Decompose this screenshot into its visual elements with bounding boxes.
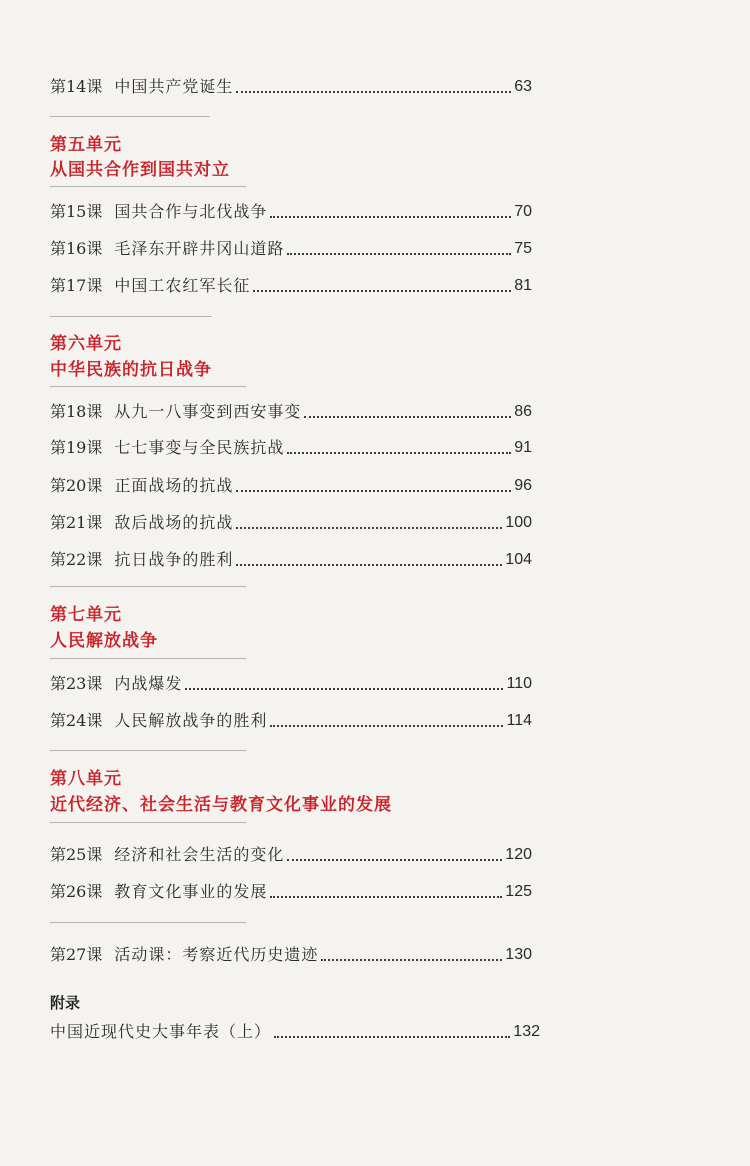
dot-leader: [236, 91, 511, 93]
page-number: 104: [505, 551, 532, 568]
page-number: 96: [514, 477, 532, 494]
lesson-number: 第27课: [50, 945, 103, 964]
page-number: 110: [506, 675, 532, 692]
lesson-number: 第14课: [50, 77, 103, 96]
page-number: 100: [505, 514, 532, 531]
page-number: 81: [514, 277, 532, 294]
page-number: 130: [505, 946, 532, 963]
divider: [50, 186, 246, 187]
page-number: 114: [506, 712, 532, 729]
toc-entry-lesson-18[interactable]: [50, 397, 532, 423]
unit-number: 第八单元: [50, 769, 122, 789]
lesson-number: 第26课: [50, 882, 103, 901]
dot-leader: [274, 1036, 510, 1038]
dot-leader: [236, 564, 502, 566]
toc-entry-lesson-21[interactable]: [50, 508, 532, 534]
lesson-number: 第21课: [50, 513, 103, 532]
page-number: 132: [513, 1023, 540, 1040]
lesson-title: 正面战场的抗战: [114, 476, 234, 495]
dot-leader: [236, 527, 502, 529]
lesson-number: 第17课: [50, 276, 103, 295]
lesson-title: 从九一八事变到西安事变: [114, 402, 302, 421]
divider: [50, 922, 246, 923]
page-number: 70: [514, 203, 532, 220]
dot-leader: [304, 416, 511, 418]
lesson-title: 经济和社会生活的变化: [114, 845, 285, 864]
dot-leader: [270, 896, 502, 898]
lesson-title: 人民解放战争的胜利: [114, 711, 268, 730]
lesson-number: 第16课: [50, 239, 103, 258]
toc-entry-lesson-16[interactable]: [50, 234, 532, 260]
dot-leader: [287, 253, 511, 255]
page-number: 120: [505, 846, 532, 863]
toc-entry-lesson-14[interactable]: [50, 72, 532, 98]
divider: [50, 116, 210, 117]
appendix-title: 中国近现代史大事年表（上）: [50, 1022, 272, 1041]
lesson-title: 七七事变与全民族抗战: [114, 438, 285, 457]
lesson-title: 国共合作与北伐战争: [114, 202, 268, 221]
page-number: 86: [514, 403, 532, 420]
lesson-number: 第24课: [50, 711, 103, 730]
unit-number: 第七单元: [50, 605, 122, 625]
unit-number: 第六单元: [50, 334, 122, 354]
lesson-number: 第18课: [50, 402, 103, 421]
toc-entry-lesson-25[interactable]: [50, 840, 532, 866]
lesson-title: 毛泽东开辟井冈山道路: [114, 239, 285, 258]
toc-entry-appendix[interactable]: [50, 1017, 540, 1043]
divider: [50, 750, 246, 751]
unit-title: 从国共合作到国共对立: [50, 160, 230, 180]
lesson-number: 第22课: [50, 550, 103, 569]
lesson-title: 活动课：考察近代历史遗迹: [114, 945, 319, 964]
unit-title: 人民解放战争: [50, 631, 158, 651]
dot-leader: [253, 290, 511, 292]
lesson-title: 内战爆发: [114, 674, 183, 693]
lesson-title: 敌后战场的抗战: [114, 513, 234, 532]
lesson-title: 教育文化事业的发展: [114, 882, 268, 901]
dot-leader: [287, 859, 502, 861]
dot-leader: [236, 490, 511, 492]
unit-number: 第五单元: [50, 135, 122, 155]
unit-title: 中华民族的抗日战争: [50, 360, 212, 380]
lesson-number: 第19课: [50, 438, 103, 457]
unit-title: 近代经济、社会生活与教育文化事业的发展: [50, 795, 392, 815]
dot-leader: [270, 216, 511, 218]
lesson-title: 中国工农红军长征: [114, 276, 251, 295]
lesson-title: 抗日战争的胜利: [114, 550, 234, 569]
divider: [50, 586, 246, 587]
toc-entry-lesson-22[interactable]: [50, 545, 532, 571]
divider: [50, 316, 212, 317]
divider: [50, 658, 246, 659]
lesson-number: 第15课: [50, 202, 103, 221]
appendix-label: 附录: [50, 994, 81, 1012]
page-number: 75: [514, 240, 532, 257]
lesson-number: 第25课: [50, 845, 103, 864]
toc-entry-lesson-17[interactable]: [50, 271, 532, 297]
toc-entry-lesson-19[interactable]: [50, 433, 532, 459]
divider: [50, 386, 246, 387]
lesson-number: 第23课: [50, 674, 103, 693]
dot-leader: [321, 959, 502, 961]
toc-entry-lesson-20[interactable]: [50, 471, 532, 497]
dot-leader: [270, 725, 503, 727]
toc-entry-lesson-24[interactable]: [50, 706, 532, 732]
page-number: 125: [505, 883, 532, 900]
toc-entry-lesson-23[interactable]: [50, 669, 532, 695]
dot-leader: [287, 452, 511, 454]
toc-entry-lesson-26[interactable]: [50, 877, 532, 903]
lesson-number: 第20课: [50, 476, 103, 495]
toc-entry-lesson-27[interactable]: [50, 940, 532, 966]
page-number: 63: [514, 78, 532, 95]
page-number: 91: [514, 439, 532, 456]
lesson-title: 中国共产党诞生: [114, 77, 234, 96]
divider: [50, 822, 246, 823]
toc-entry-lesson-15[interactable]: [50, 197, 532, 223]
dot-leader: [185, 688, 503, 690]
